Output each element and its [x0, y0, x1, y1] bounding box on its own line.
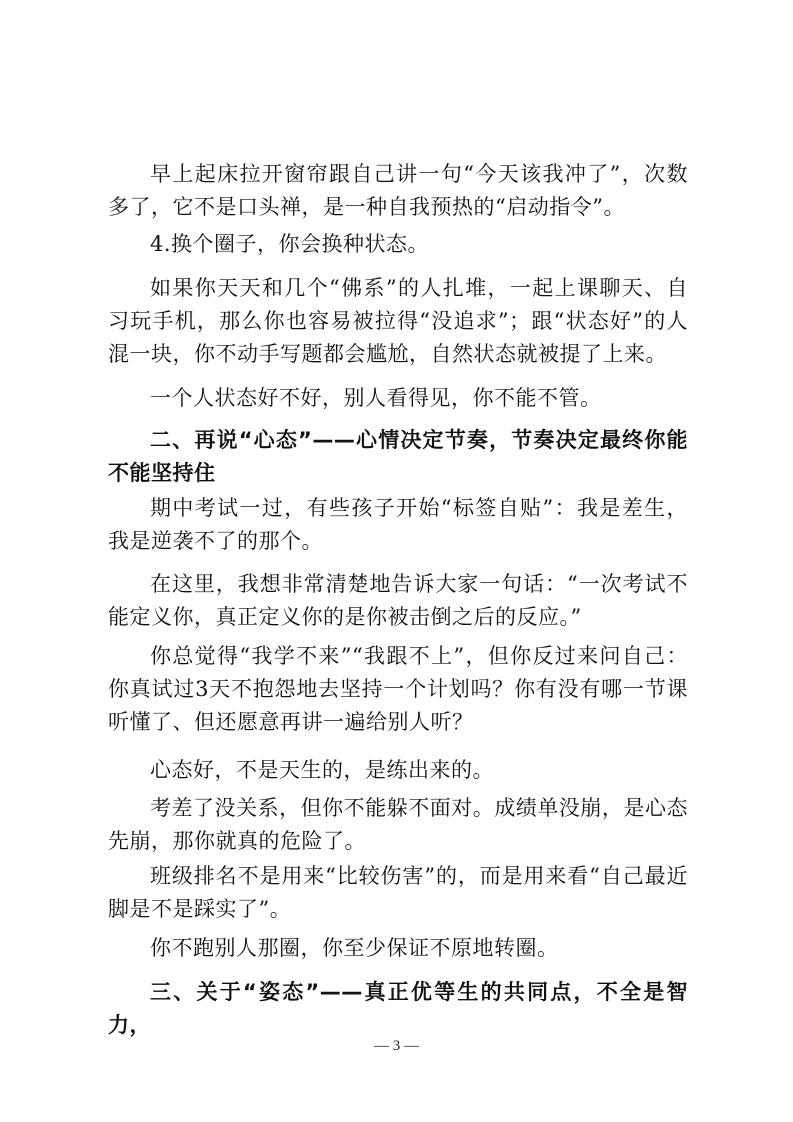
paragraph-one-exam: 在这里，我想非常清楚地告诉大家一句话：“一次考试不能定义你，真正定义你的是你被击倒之后的反应。”: [108, 572, 688, 629]
paragraph-no-circles: 你不跑别人那圈，你至少保证不原地转圈。: [150, 936, 559, 960]
page-number: — 3 —: [374, 1038, 419, 1054]
paragraph-change-circle: 如果你天天和几个“佛系”的人扎堆，一起上课聊天、自习玩手机，那么你也容易被拉得“没追求”；跟“状态好”的人混一块，你不动手写题都会尴尬，自然状态就被提了上来。: [108, 276, 688, 366]
paragraph-class-ranking: 班级排名不是用来“比较伤害”的，而是用来看“自己最近脚是不是踩实了”。: [108, 864, 688, 921]
section-heading-mindset: 二、再说“心态”——心情决定节奏，节奏决定最终你能不能坚持住: [108, 428, 688, 485]
paragraph-dont-hide: 考差了没关系，但你不能躲不面对。成绩单没崩，是心态先崩，那你就真的危险了。: [108, 796, 688, 853]
paragraph-try-3-days: 你总觉得“我学不来”“我跟不上”，但你反过来问自己：你真试过3天不抱怨地去坚持一个计划吗？你有没有哪一节课听懂了、但还愿意再讲一遍给别人听？: [108, 644, 688, 734]
paragraph-mindset-practiced: 心态好，不是天生的，是练出来的。: [150, 758, 494, 782]
paragraph-midterm-labels: 期中考试一过，有些孩子开始“标签自贴”：我是差生，我是逆袭不了的那个。: [108, 496, 688, 553]
paragraph-morning-ritual: 早上起床拉开窗帘跟自己讲一句“今天该我冲了”，次数多了，它不是口头禅，是一种自我预热的“启动指令”。: [108, 162, 688, 219]
section-heading-posture: 三、关于“姿态”——真正优等生的共同点，不全是智力，: [108, 980, 688, 1037]
paragraph-point-4-heading: 4.换个圈子，你会换种状态。: [150, 232, 430, 256]
paragraph-state-visible: 一个人状态好不好，别人看得见，你不能不管。: [150, 386, 602, 410]
